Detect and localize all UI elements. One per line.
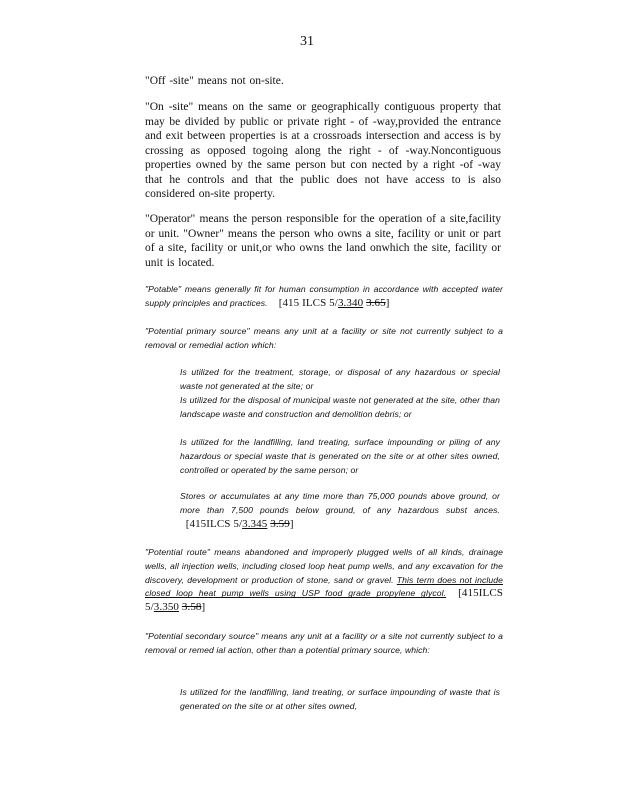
secondary-item-1: Is utilized for the landfilling, land treating, or surface impounding of waste that is generated on the site or at other sites owned, (180, 687, 500, 711)
definition-onsite: "On -site" means on the same or geographically contiguous property that may be divided by public or private right - of -way,provided the entrance and exit between properties is at a crossroads intersection and access is by crossing as opposed togoing along the right - of -way.Noncontiguous properties owned by the same person but con nected by a right -of -way that he controls and that the public does not have access to is also considered on-site property. (145, 101, 501, 200)
definition-offsite: "Off -site" means not on-site. (145, 75, 284, 87)
primary-item-3: Is utilized for the landfilling, land treating, surface impounding or piling of any hazardous or special waste that is generated on the site or at other sites owned, controlled or operated by the same person; or (180, 437, 500, 475)
route-citation: [415ILCS 5/3.350 3.58] (145, 587, 503, 614)
primary-item-4: Stores or accumulates at any time more than 75,000 pounds above ground, or more than 7,500 pounds below ground, of any hazardous subst ances. [415ILCS 5/3.345 3.59] (180, 491, 500, 530)
definition-potential-primary-source: "Potential primary source" means any unit at a facility or site not currently subject to a removal or remedial action which: (145, 326, 503, 350)
citation-new: 3.345 (242, 517, 268, 530)
definition-potable (145, 283, 503, 311)
definition-operator: "Operator" means the person responsible for the operation of a site,facility or unit. "Owner" means the person who owns a site, facility or unit or part of a site, facility or unit,or who owns the land onwhich the site, facility or unit is located. (145, 213, 501, 269)
potable-text: "Potable" means generally fit for human consumption in accordance with accepted water supply principles and practices. (145, 284, 503, 308)
primary-item-1: Is utilized for the treatment, storage, or disposal of any hazardous or special waste not generated at the site; or (180, 367, 500, 391)
page-number: 31 (300, 34, 314, 49)
potable-citation: [415 ILCS 5/3.340 3.65] (278, 296, 390, 309)
citation-new: 3.340 (337, 296, 364, 309)
citation-old: 3.59 (270, 517, 290, 530)
citation-new: 3.350 (153, 601, 180, 614)
definition-potential-secondary-source: "Potential secondary source" means any unit at a facility or a site not currently subject to a removal or remed ial action, other than a potential primary source, which: (145, 631, 503, 655)
route-added-text: This term does not include closed loop heat pump wells using USP food grade propylene glycol. (145, 574, 503, 599)
citation-old: 3.58 (181, 601, 202, 614)
citation-old: 3.65 (366, 296, 386, 309)
definition-potential-route: "Potential route" means abandoned and improperly plugged wells of all kinds, drainage wells, all injection wells, including closed loop heat pump wells, and any excavation for the discovery, development or production of stone, sand or gravel. This term does not include closed loop heat pump wells using USP food grade propylene glycol. [415ILCS 5/3.350 3.58] (145, 547, 503, 614)
primary-item-4-citation: [415ILCS 5/3.345 3.59] (185, 517, 294, 530)
primary-item-2: Is utilized for the disposal of municipal waste not generated at the site, other than landscape waste and construction and demolition debris; or (180, 395, 500, 419)
